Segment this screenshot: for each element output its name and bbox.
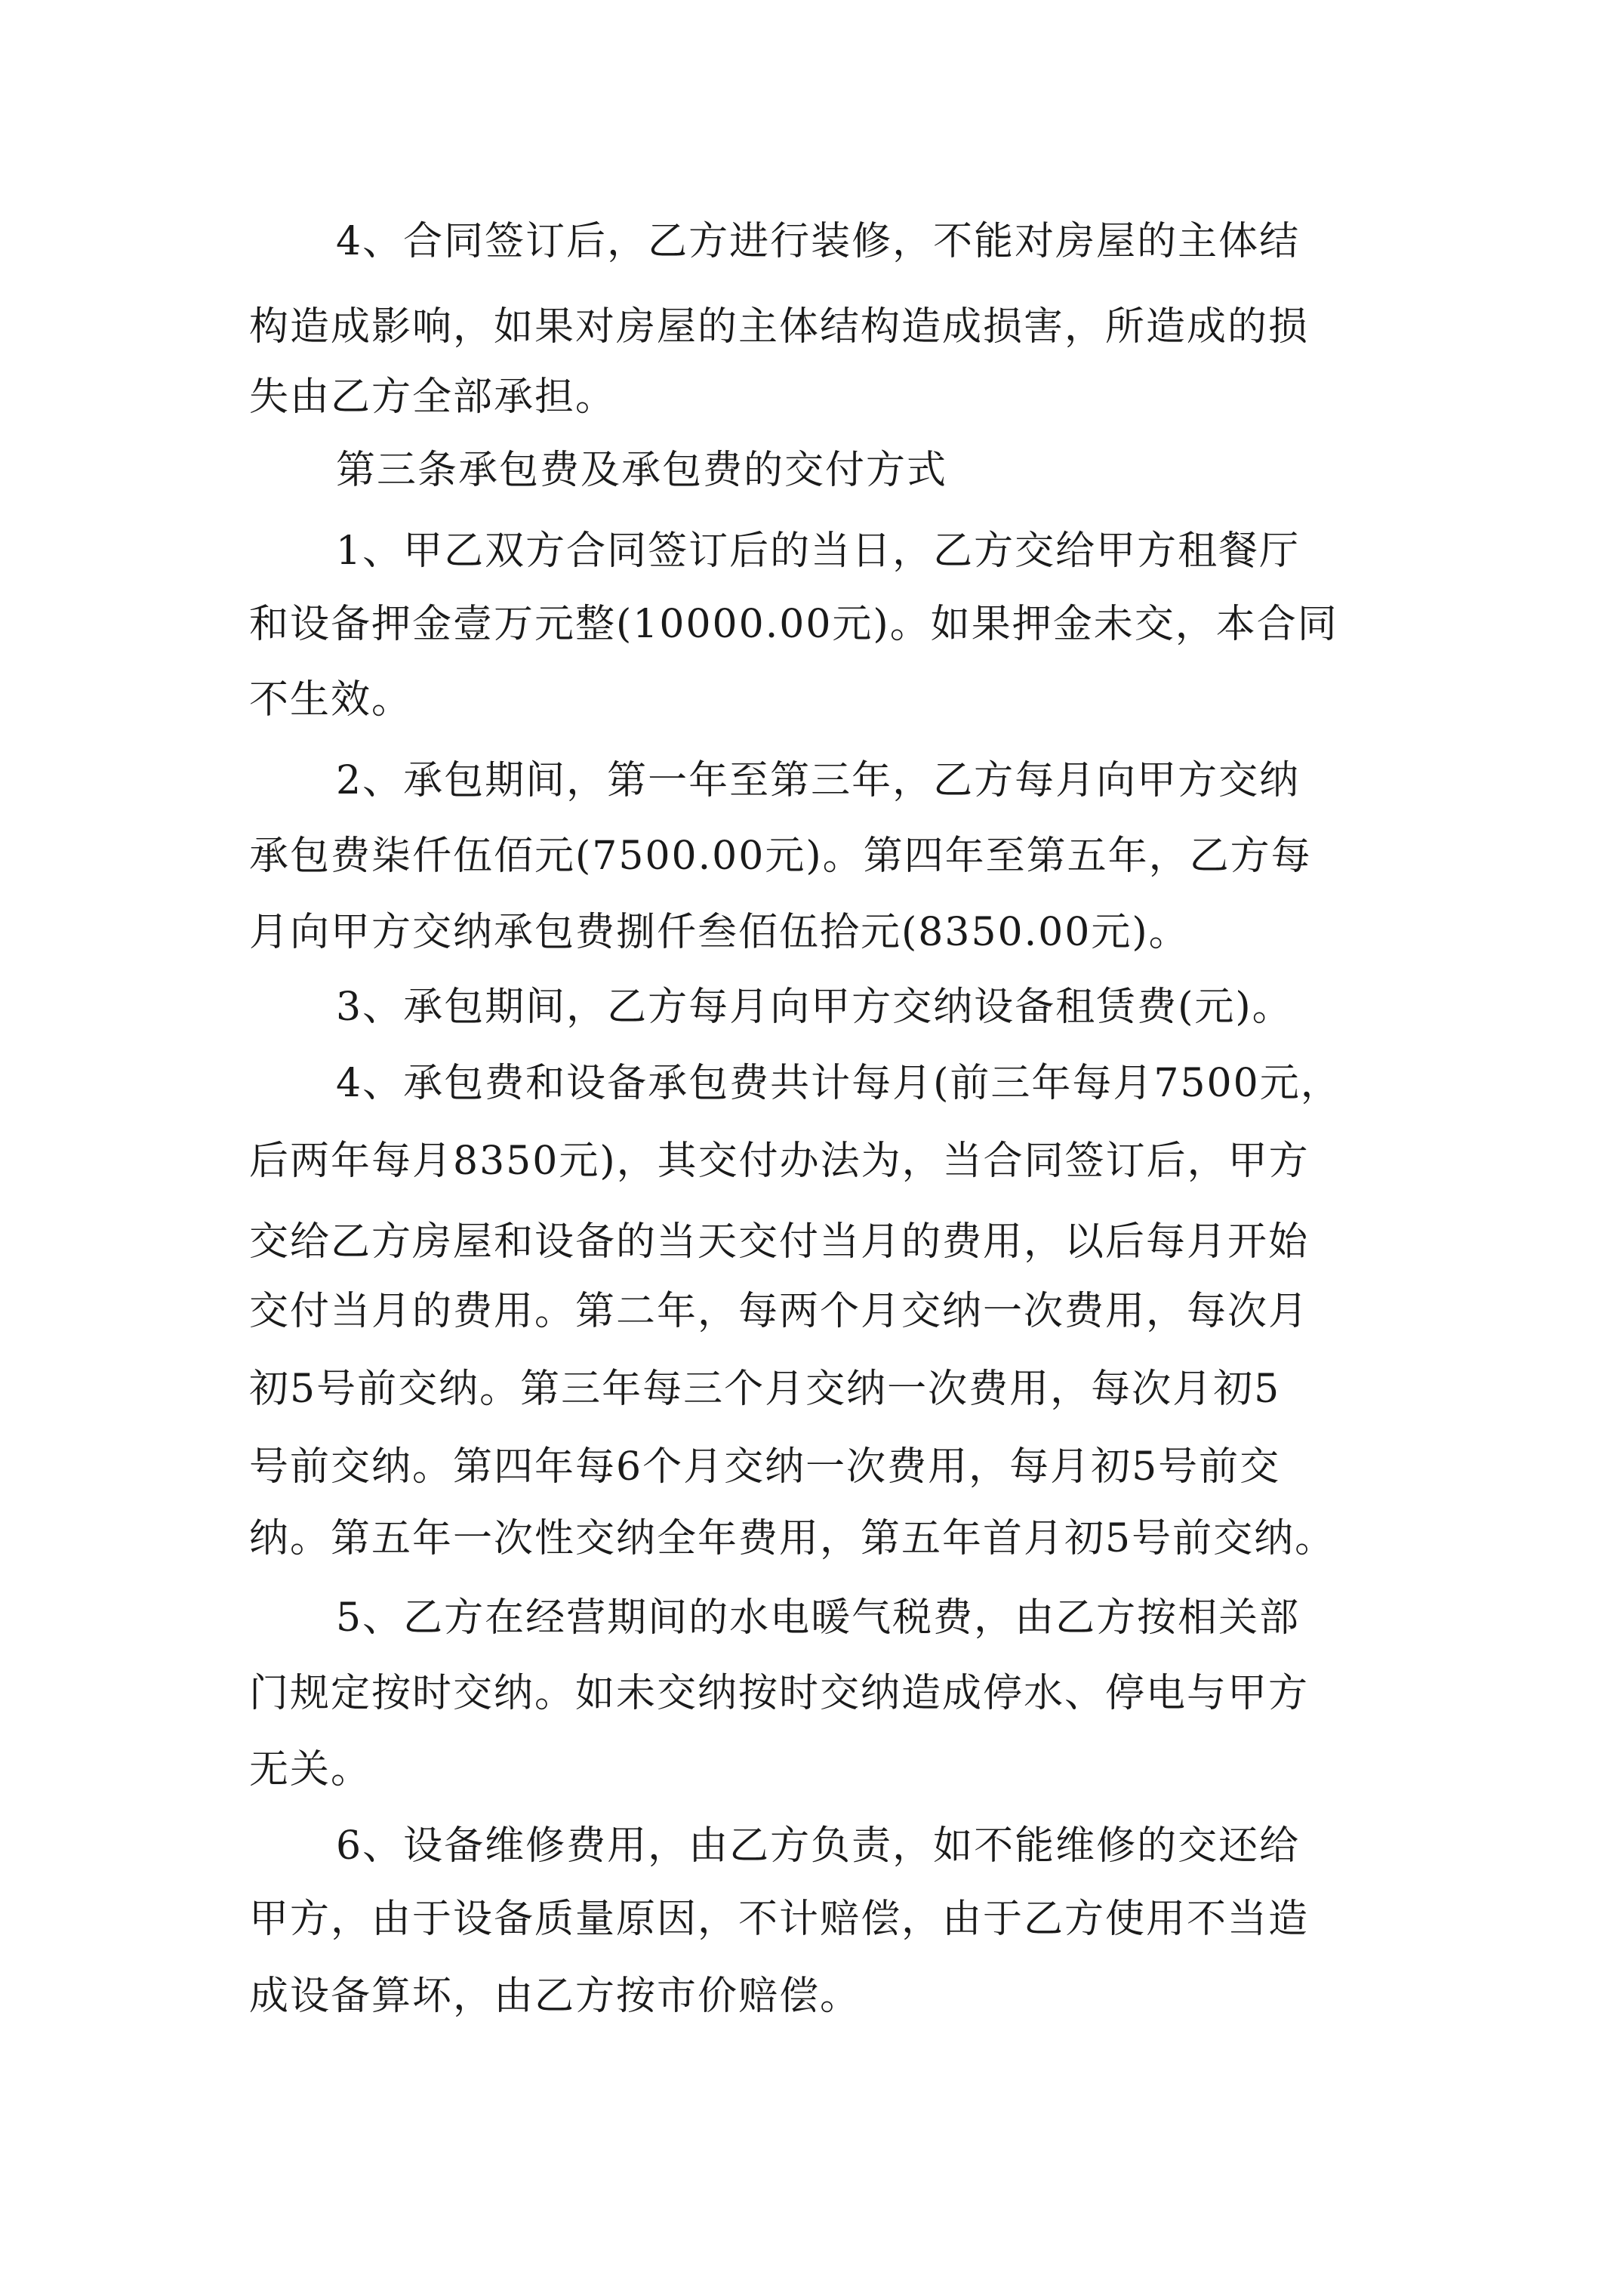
text-line: 3、承包期间，乙方每月向甲方交纳设备租赁费(元)。 — [336, 985, 1293, 1030]
text-line: 交付当月的费用。第二年，每两个月交纳一次费用，每次月 — [249, 1289, 1310, 1334]
text-line: 5、乙方在经营期间的水电暖气税费，由乙方按相关部 — [336, 1595, 1301, 1641]
text-line: 交给乙方房屋和设备的当天交付当月的费用，以后每月开始 — [249, 1219, 1310, 1265]
text-line: 纳。第五年一次性交纳全年费用，第五年首月初5号前交纳。 — [249, 1516, 1336, 1561]
text-line: 2、承包期间，第一年至第三年，乙方每月向甲方交纳 — [336, 758, 1301, 803]
text-line: 4、承包费和设备承包费共计每月(前三年每月7500元， — [336, 1061, 1341, 1106]
text-line: 月向甲方交纳承包费捌仟叁佰伍拾元(8350.00元)。 — [249, 910, 1190, 955]
text-line: 初5号前交纳。第三年每三个月交纳一次费用，每次月初5 — [249, 1367, 1281, 1412]
text-line: 门规定按时交纳。如未交纳按时交纳造成停水、停电与甲方 — [249, 1671, 1310, 1716]
text-line: 和设备押金壹万元整(10000.00元)。如果押金未交，本合同 — [249, 602, 1338, 647]
text-line: 甲方，由于设备质量原因，不计赔偿，由于乙方使用不当造 — [249, 1897, 1310, 1942]
text-line: 失由乙方全部承担。 — [249, 374, 617, 420]
text-line: 后两年每月8350元)，其交付办法为，当合同签订后，甲方 — [249, 1139, 1310, 1184]
text-line: 构造成影响，如果对房屋的主体结构造成损害，所造成的损 — [249, 304, 1310, 350]
section-heading: 第三条承包费及承包费的交付方式 — [336, 448, 948, 493]
text-line: 4、合同签订后，乙方进行装修，不能对房屋的主体结 — [336, 219, 1301, 264]
text-line: 不生效。 — [249, 677, 413, 723]
text-line: 号前交纳。第四年每6个月交纳一次费用，每月初5号前交 — [249, 1444, 1281, 1490]
text-line: 1、甲乙双方合同签订后的当日，乙方交给甲方租餐厅 — [336, 529, 1301, 574]
text-line: 成设备算坏，由乙方按市价赔偿。 — [249, 1974, 861, 2019]
text-line: 无关。 — [249, 1747, 372, 1792]
text-line: 6、设备维修费用，由乙方负责，如不能维修的交还给 — [336, 1823, 1301, 1869]
text-line: 承包费柒仟伍佰元(7500.00元)。第四年至第五年，乙方每 — [249, 834, 1312, 879]
